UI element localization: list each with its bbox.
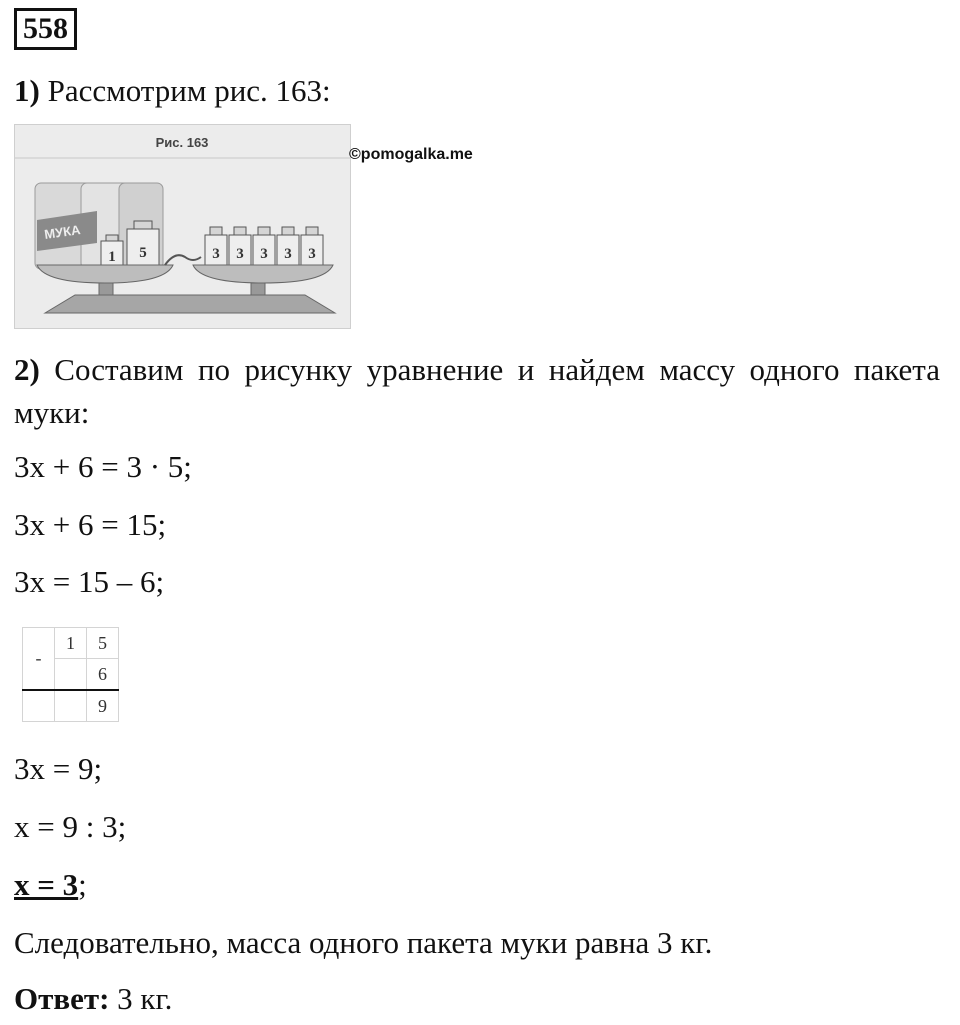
figure-163 — [14, 124, 351, 329]
conclusion: Следовательно, масса одного пакета муки равна 3 кг. — [14, 925, 713, 960]
left-weight-1: 1 — [108, 249, 116, 265]
step-1-text: Рассмотрим рис. 163: — [47, 73, 331, 108]
step-2-text: Составим по рисунку уравнение и найдем массу одного пакета муки: — [14, 352, 940, 430]
calc-cell — [55, 690, 87, 722]
calc-cell — [55, 659, 87, 691]
calc-row-1 — [23, 628, 119, 659]
watermark: ©pomogalka.me — [349, 146, 473, 163]
left-weight-2: 5 — [139, 245, 147, 261]
right-weight-5: 3 — [308, 246, 316, 262]
result-line — [14, 866, 87, 904]
step-2-marker: 2) — [14, 352, 40, 387]
right-weight-4: 3 — [284, 246, 292, 262]
equation-2: 3x + 6 = 15; — [14, 507, 167, 542]
step-2 — [14, 348, 940, 434]
equation-1: 3x + 6 = 3 · 5; — [14, 449, 192, 484]
calc-cell: 6 — [87, 659, 119, 691]
right-weight-1: 3 — [212, 246, 220, 262]
bag-label: МУКА — [43, 222, 82, 242]
calc-cell: 5 — [87, 628, 119, 659]
figure-caption: Рис. 163 — [155, 135, 209, 150]
answer-label: Ответ: — [14, 981, 110, 1016]
calc-operator: - — [23, 628, 55, 691]
task-number: 558 — [14, 8, 77, 50]
right-weight-3: 3 — [260, 246, 268, 262]
calc-cell — [23, 690, 55, 722]
equation-4: 3x = 9; — [14, 751, 103, 786]
column-subtraction — [22, 627, 119, 722]
right-weight-2: 3 — [236, 246, 244, 262]
answer-value: 3 кг. — [117, 981, 173, 1016]
result-suffix: ; — [78, 867, 87, 902]
result-equation: x = 3 — [14, 867, 79, 902]
equation-3: 3x = 15 – 6; — [14, 564, 165, 599]
equation-5: x = 9 : 3; — [14, 809, 127, 844]
balance-scale-illustration — [15, 125, 350, 328]
step-1-marker: 1) — [14, 73, 40, 108]
calc-result-row — [23, 690, 119, 722]
calc-cell: 1 — [55, 628, 87, 659]
right-weights — [205, 227, 323, 269]
calc-cell: 9 — [87, 690, 119, 722]
answer-line — [14, 980, 172, 1018]
step-1 — [14, 72, 331, 110]
